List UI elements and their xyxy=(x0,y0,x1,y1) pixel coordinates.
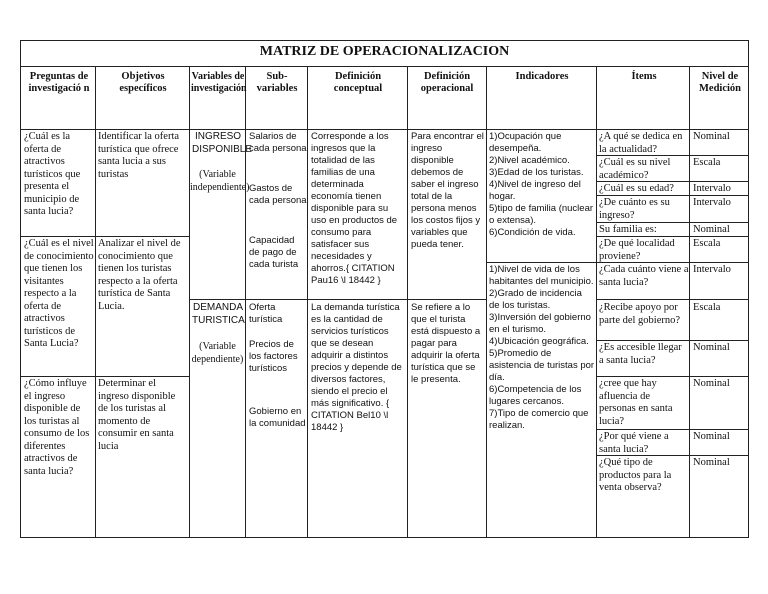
header-indicadores: Indicadores xyxy=(515,71,569,82)
row-divider xyxy=(596,299,748,300)
subvariable-cell: Oferta turística xyxy=(249,302,283,325)
variable-type: (Variable independiente) xyxy=(190,169,250,193)
nivel-cell: Nominal xyxy=(693,378,730,389)
item-cell: ¿Recibe apoyo por parte del gobierno? xyxy=(599,302,681,326)
nivel-cell: Nominal xyxy=(693,431,730,442)
nivel-cell: Escala xyxy=(693,157,721,168)
item-cell: ¿Qué tipo de productos para la venta observa? xyxy=(599,457,672,493)
def-conceptual-cell: Corresponde a los ingresos que la totalidad de las familias de una determinada economía tienen disponible para su uso en productos de consumo para satisfacer sus necesidades y ahorros.{ CITATION Pau16 \l 18442 } xyxy=(311,131,398,286)
row-divider xyxy=(596,429,748,430)
row-divider xyxy=(486,262,596,263)
item-cell: Su familia es: xyxy=(599,224,657,235)
item-cell: ¿De qué localidad proviene? xyxy=(599,238,675,262)
subvariable-cell: Gobierno en la comunidad xyxy=(249,406,306,429)
col-divider xyxy=(486,67,487,537)
item-cell: ¿De cuánto es su ingreso? xyxy=(599,197,670,221)
header-subvariables: Sub-variables xyxy=(256,71,298,94)
item-cell: ¿Cada cuánto viene a santa lucia? xyxy=(599,264,689,288)
indicadores-cell: 1)Ocupación que desempeña. 2)Nivel académico. 3)Edad de los turistas. 4)Nivel de ingreso del hogar. 5)tipo de familia (nuclear o extensa). 6)Condición de vida. xyxy=(489,131,594,238)
objetivo-cell: Identificar la oferta turística que ofrece santa lucia a sus turistas xyxy=(98,131,180,180)
col-divider xyxy=(95,67,96,537)
item-cell: ¿A qué se dedica en la actualidad? xyxy=(599,131,683,155)
col-divider xyxy=(307,67,308,537)
header-def-operacional: Definición operacional xyxy=(420,71,474,94)
row-divider xyxy=(21,236,189,237)
col-divider xyxy=(596,67,597,537)
item-cell: ¿Es accesible llegar a santa lucia? xyxy=(599,342,682,366)
item-cell: ¿cree que hay afluencia de personas en santa lucia? xyxy=(599,378,673,427)
nivel-cell: Intervalo xyxy=(693,183,731,194)
col-divider xyxy=(245,67,246,537)
objetivo-cell: Determinar el ingreso disponible de los turistas al momento de consumir en santa lucia xyxy=(98,378,176,452)
row-divider xyxy=(21,376,189,377)
def-operacional-cell: Se refiere a lo que el turista está dispuesto a pagar para adquirir la oferta turística que se le presenta. xyxy=(411,302,481,385)
row-divider xyxy=(596,376,748,377)
nivel-cell: Intervalo xyxy=(693,264,731,275)
row-divider xyxy=(189,299,486,300)
header-items: Ítems xyxy=(631,71,657,82)
row-divider xyxy=(596,340,748,341)
def-conceptual-cell: La demanda turística es la cantidad de servicios turísticos que se desean adquirir a distintos precios y depende de diversos factores, siendo el precio el más significativo. { CITATION Bel10 \l 18442 } xyxy=(311,302,402,433)
operationalization-matrix xyxy=(20,40,749,538)
header-variables: Variables de investigación xyxy=(191,71,247,94)
matrix-title: MATRIZ DE OPERACIONALIZACION xyxy=(21,41,748,67)
indicadores-cell: 1)Nivel de vida de los habitantes del municipio. 2)Grado de incidencia de los turistas. 3)Inversión del gobierno en el turismo. 4)Ubicación geográfica. 5)Promedio de asistencia de turistas por día. 6)Competencia de los lugares cercanos. 7)Tipo de comercio que realizan. xyxy=(489,264,595,431)
def-operacional-cell: Para encontrar el ingreso disponible debemos de saber el ingreso total de la persona menos los costos fijos y variables que pueda tener. xyxy=(411,131,484,250)
variable-name: INGRESO DISPONIBLE xyxy=(192,131,253,155)
nivel-cell: Nominal xyxy=(693,131,730,142)
nivel-cell: Nominal xyxy=(693,342,730,353)
nivel-cell: Escala xyxy=(693,302,721,313)
header-nivel: Nivel de Medición xyxy=(699,71,741,94)
item-cell: ¿Cuál es su nivel académico? xyxy=(599,157,671,181)
subvariable-cell: Salarios de cada persona xyxy=(249,131,307,154)
pregunta-cell: ¿Cuál es el nivel de conocimiento que tienen los visitantes respecto a la oferta de atractivos turísticos de Santa Lucia? xyxy=(24,238,94,349)
nivel-cell: Nominal xyxy=(693,457,730,468)
col-divider xyxy=(407,67,408,537)
objetivo-cell: Analizar el nivel de conocimiento que tienen los turistas respecto a la oferta turística de Santa Lucia. xyxy=(98,238,181,312)
variable-name: DEMANDA TURISTICA xyxy=(192,302,245,326)
header-divider xyxy=(21,129,748,130)
item-cell: ¿Por qué viene a santa lucia? xyxy=(599,431,669,455)
subvariable-cell: Gastos de cada persona xyxy=(249,183,307,206)
row-divider xyxy=(596,222,748,223)
header-def-conceptual: Definición conceptual xyxy=(333,71,383,94)
col-divider xyxy=(689,67,690,537)
subvariable-cell: Precios de los factores turísticos xyxy=(249,339,298,374)
nivel-cell: Nominal xyxy=(693,224,730,235)
header-preguntas: Preguntas de investigació n xyxy=(28,71,90,94)
item-cell: ¿Cuál es su edad? xyxy=(599,183,674,194)
header-objetivos: Objetivos específicos xyxy=(119,71,167,94)
nivel-cell: Intervalo xyxy=(693,197,731,208)
pregunta-cell: ¿Cómo influye el ingreso disponible de los turistas al consumo de los diferentes atractivos de santa lucia? xyxy=(24,378,90,477)
subvariable-cell: Capacidad de pago de cada turista xyxy=(249,235,299,270)
nivel-cell: Escala xyxy=(693,238,721,249)
pregunta-cell: ¿Cuál es la oferta de atractivos turísticos que presenta el municipio de santa lucia? xyxy=(24,131,81,217)
col-divider xyxy=(189,67,190,537)
variable-type: (Variable dependiente) xyxy=(191,341,244,365)
